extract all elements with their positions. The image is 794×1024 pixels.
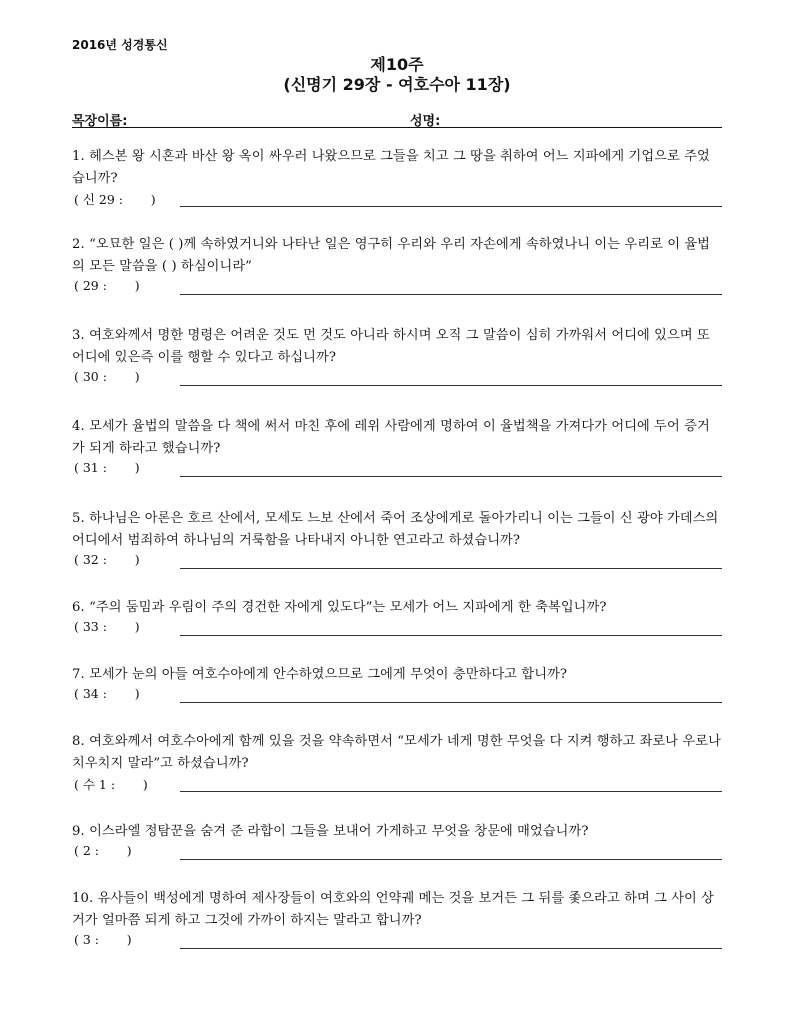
question-text: 4. 모세가 율법의 말씀을 다 책에 써서 마친 후에 레위 사람에게 명하여 이 율법책을 가져다가 어디에 두어 증거가 되게 하라고 했습니까? [72,419,710,456]
answer-line[interactable] [180,859,722,860]
answer-line[interactable] [180,385,722,386]
answer-row [72,686,722,706]
question-text: 8. 여호와께서 여호수아에게 함께 있을 것을 약속하면서 “모세가 네게 명한 무엇을 다 지켜 행하고 좌로나 우로나 치우치지 말라”고 하셨습니까? [72,734,721,771]
question-2 [72,234,722,298]
answer-line[interactable] [180,948,722,949]
question-10 [72,888,722,952]
member-name-label: 성명: [410,114,441,129]
answer-row [72,190,722,210]
question-text: 10. 유사들이 백성에게 명하여 제사장들이 여호와의 언약궤 메는 것을 보거든 그 뒤를 좇으라고 하며 그 사이 상거가 얼마쯤 되게 하고 그것에 가까이 하지는 말라고 합니까? [72,891,715,928]
answer-row [72,775,722,795]
answer-line[interactable] [180,206,722,207]
question-text: 7. 모세가 눈의 아들 여호수아에게 안수하였으므로 그에게 무엇이 충만하다고 합니까? [72,667,568,682]
header-divider [72,127,722,128]
verse-reference: ( 30 : ) [74,369,140,384]
verse-reference: ( 34 : ) [74,686,140,701]
answer-row [72,843,722,863]
question-text: 6. “주의 둠밈과 우림이 주의 경건한 자에게 있도다”는 모세가 어느 지파에게 한 축복입니까? [72,600,607,615]
answer-line[interactable] [180,294,722,295]
answer-row [72,460,722,480]
answer-line[interactable] [180,568,722,569]
answer-line[interactable] [180,791,722,792]
verse-reference: ( 29 : ) [74,278,140,293]
question-1 [72,146,722,210]
week-title: 제10주 [370,55,424,74]
verse-reference: ( 신 29 : ) [74,192,156,207]
scripture-range-title: (신명기 29장 - 여호수아 11장) [283,75,511,94]
question-3 [72,325,722,389]
verse-reference: ( 32 : ) [74,552,140,567]
answer-row [72,369,722,389]
question-7 [72,664,722,706]
answer-line[interactable] [180,702,722,703]
answer-row [72,932,722,952]
verse-reference: ( 2 : ) [74,843,132,858]
newsletter-label: 2016년 성경통신 [72,38,168,52]
question-text: 9. 이스라엘 정탐꾼을 숨겨 준 라합이 그들을 보내어 가게하고 무엇을 창문에 매었습니까? [72,824,589,839]
question-5 [72,508,722,572]
verse-reference: ( 33 : ) [74,619,140,634]
verse-reference: ( 31 : ) [74,460,140,475]
verse-reference: ( 3 : ) [74,932,132,947]
question-6 [72,597,722,639]
question-text: 5. 하나님은 아론은 호르 산에서, 모세도 느보 산에서 죽어 조상에게로 돌아가리니 이는 그들이 신 광야 가데스의 어디에서 범죄하여 하나님의 거룩함을 나타내지 아니한 연고라고 하셨습니까? [72,511,719,548]
question-text: 3. 여호와께서 명한 명령은 어려운 것도 먼 것도 아니라 하시며 오직 그 말씀이 심히 가까워서 어디에 있으며 또 어디에 있은즉 이를 행할 수 있다고 하십니까? [72,328,710,365]
question-4 [72,416,722,480]
group-name-label: 목장이름: [72,114,128,129]
answer-line[interactable] [180,635,722,636]
question-text: 2. “오묘한 일은 ( )께 속하였거니와 나타난 일은 영구히 우리와 우리 자손에게 속하였나니 이는 우리로 이 율법의 모든 말씀을 ( ) 하심이니라” [72,237,711,274]
answer-row [72,619,722,639]
answer-line[interactable] [180,476,722,477]
question-text: 1. 헤스본 왕 시혼과 바산 왕 옥이 싸우러 나왔으므로 그들을 치고 그 땅을 취하여 어느 지파에게 기업으로 주었습니까? [72,149,710,186]
question-8 [72,731,722,795]
verse-reference: ( 수 1 : ) [74,777,148,792]
question-9 [72,821,722,863]
answer-row [72,552,722,572]
answer-row [72,278,722,298]
